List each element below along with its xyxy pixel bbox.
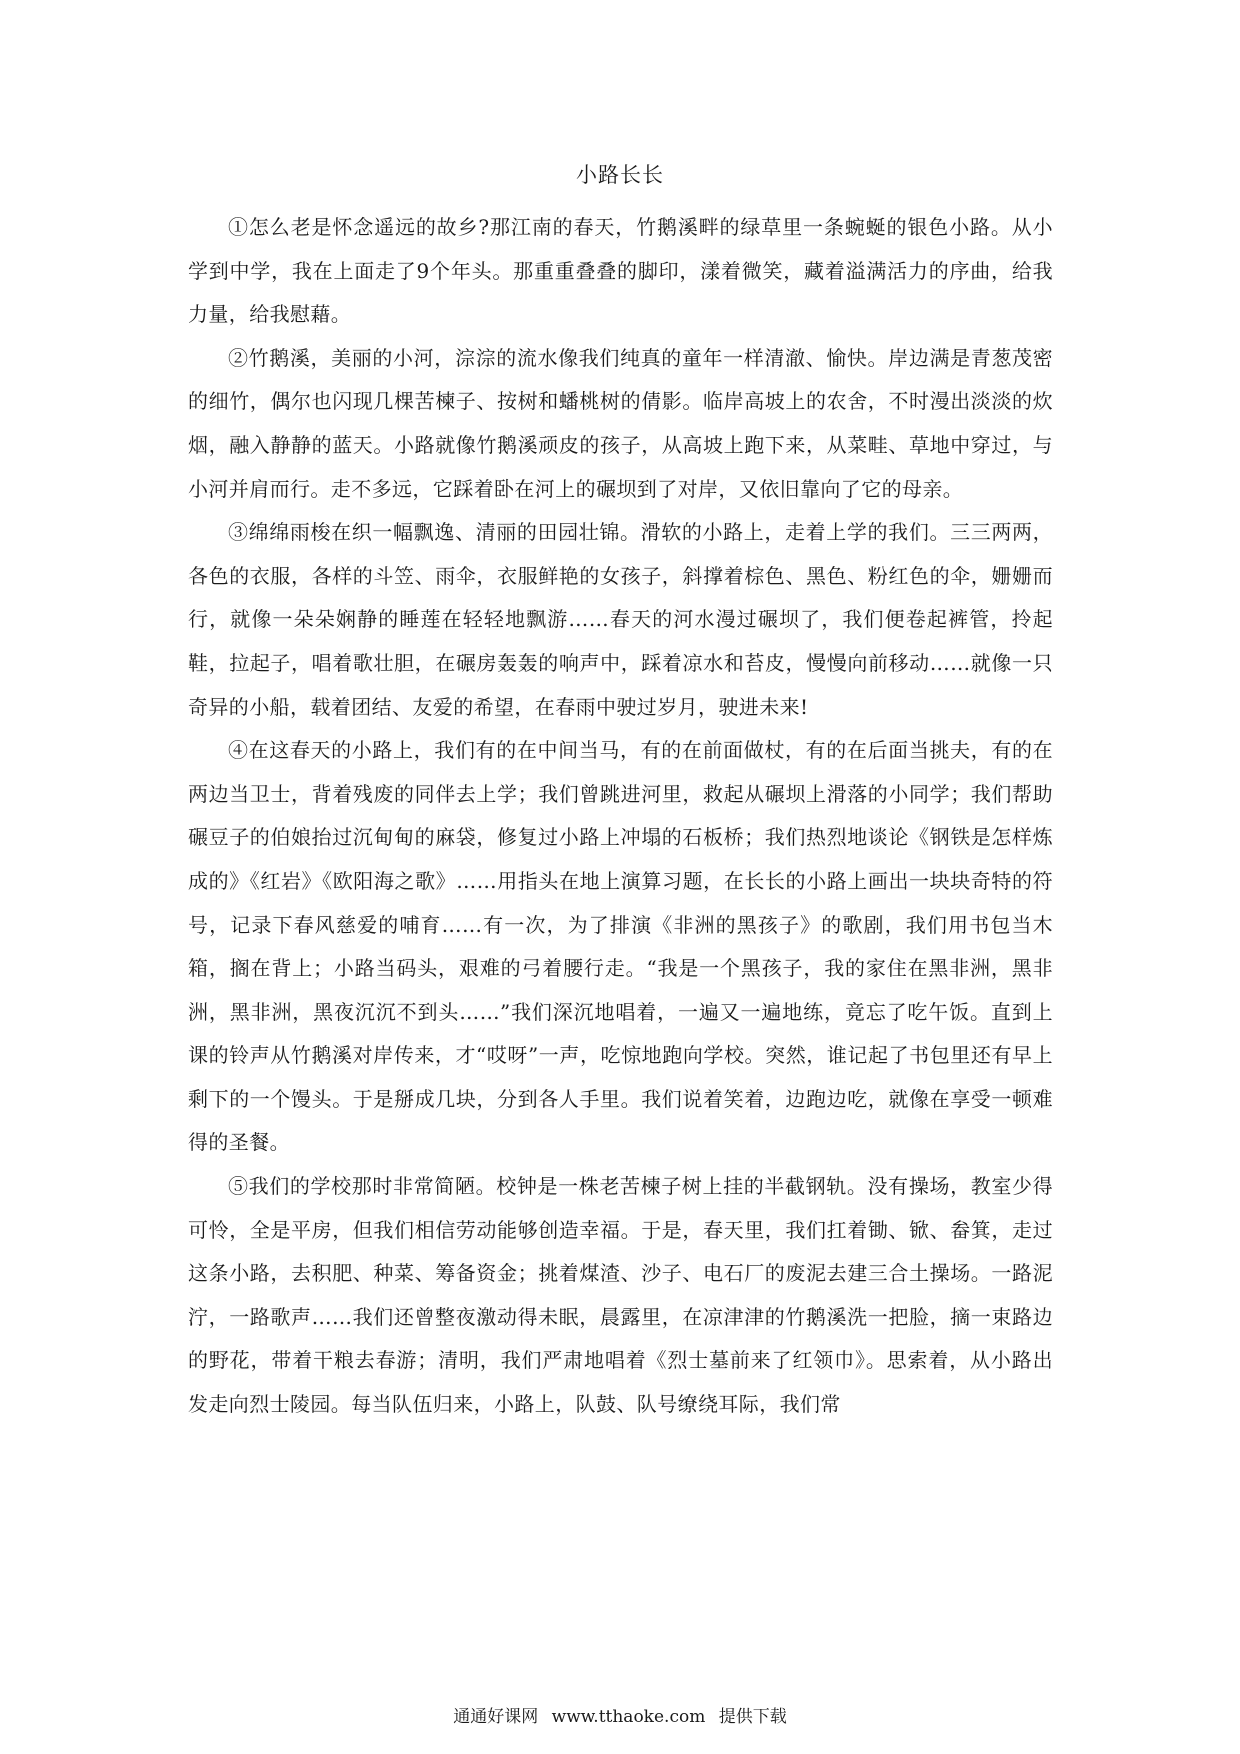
- footer-suffix: 提供下载: [718, 1707, 787, 1727]
- footer-site-name: 通通好课网: [453, 1707, 539, 1727]
- page-footer: [0, 1705, 1240, 1729]
- article-body: [188, 206, 1053, 1427]
- paragraph-1: ①怎么老是怀念遥远的故乡?那江南的春天，竹鹅溪畔的绿草里一条蜿蜒的银色小路。从小学到中学，我在上面走了9个年头。那重重叠叠的脚印，漾着微笑，藏着溢满活力的序曲，给我力量，给我慰藉。: [188, 215, 1053, 327]
- paragraph-5: ⑤我们的学校那时非常简陋。校钟是一株老苦楝子树上挂的半截钢轨。没有操场，教室少得可怜，全是平房，但我们相信劳动能够创造幸福。于是，春天里，我们扛着锄、锨、畚箕，走过这条小路，去积肥、种菜、筹备资金；挑着煤渣、沙子、电石厂的废泥去建三合土操场。一路泥泞，一路歌声……我们还曾整夜激动得未眠，晨露里，在凉津津的竹鹅溪洗一把脸，摘一束路边的野花，带着干粮去春游；清明，我们严肃地唱着《烈士墓前来了红领巾》。思索着，从小路出发走向烈士陵园。每当队伍归来，小路上，队鼓、队号缭绕耳际，我们常: [188, 1174, 1053, 1417]
- paragraph-2: ②竹鹅溪，美丽的小河，淙淙的流水像我们纯真的童年一样清澈、愉快。岸边满是青葱茂密的细竹，偶尔也闪现几棵苦楝子、按树和蟠桃树的倩影。临岸高坡上的农舍，不时漫出淡淡的炊烟，融入静静的蓝天。小路就像竹鹅溪顽皮的孩子，从高坡上跑下来，从菜畦、草地中穿过，与小河并肩而行。走不多远，它踩着卧在河上的碾坝到了对岸，又依旧靠向了它的母亲。: [188, 345, 1053, 501]
- page-title: 小路长长: [576, 163, 664, 187]
- paragraph-4: ④在这春天的小路上，我们有的在中间当马，有的在前面做杖，有的在后面当挑夫，有的在两边当卫士，背着残废的同伴去上学；我们曾跳进河里，救起从碾坝上滑落的小同学；我们帮助碾豆子的伯娘抬过沉甸甸的麻袋，修复过小路上冲塌的石板桥；我们热烈地谈论《钢铁是怎样炼成的》《红岩》《欧阳海之歌》……用指头在地上演算习题，在长长的小路上画出一块块奇特的符号，记录下春风慈爱的哺育……有一次，为了排演《非洲的黑孩子》的歌剧，我们用书包当木箱，搁在背上；小路当码头，艰难的弓着腰行走。“我是一个黑孩子，我的家住在黑非洲，黑非洲，黑非洲，黑夜沉沉不到头……”我们深沉地唱着，一遍又一遍地练，竟忘了吃午饭。直到上课的铃声从竹鹅溪对岸传来，才“哎呀”一声，吃惊地跑向学校。突然，谁记起了书包里还有早上剩下的一个馒头。于是掰成几块，分到各人手里。我们说着笑着，边跑边吃，就像在享受一顿难得的圣餐。: [188, 738, 1053, 1155]
- footer-url: www.tthaoke.com: [551, 1707, 706, 1727]
- paragraph-3: ③绵绵雨梭在织一幅飘逸、清丽的田园壮锦。滑软的小路上，走着上学的我们。三三两两，各色的衣服，各样的斗笠、雨伞，衣服鲜艳的女孩子，斜撑着棕色、黑色、粉红色的伞，姗姗而行，就像一朵朵娴静的睡莲在轻轻地飘游……春天的河水漫过碾坝了，我们便卷起裤管，拎起鞋，拉起子，唱着歌壮胆，在碾房轰轰的响声中，踩着凉水和苔皮，慢慢向前移动……就像一只奇异的小船，载着团结、友爱的希望，在春雨中驶过岁月，驶进未来!: [188, 520, 1053, 719]
